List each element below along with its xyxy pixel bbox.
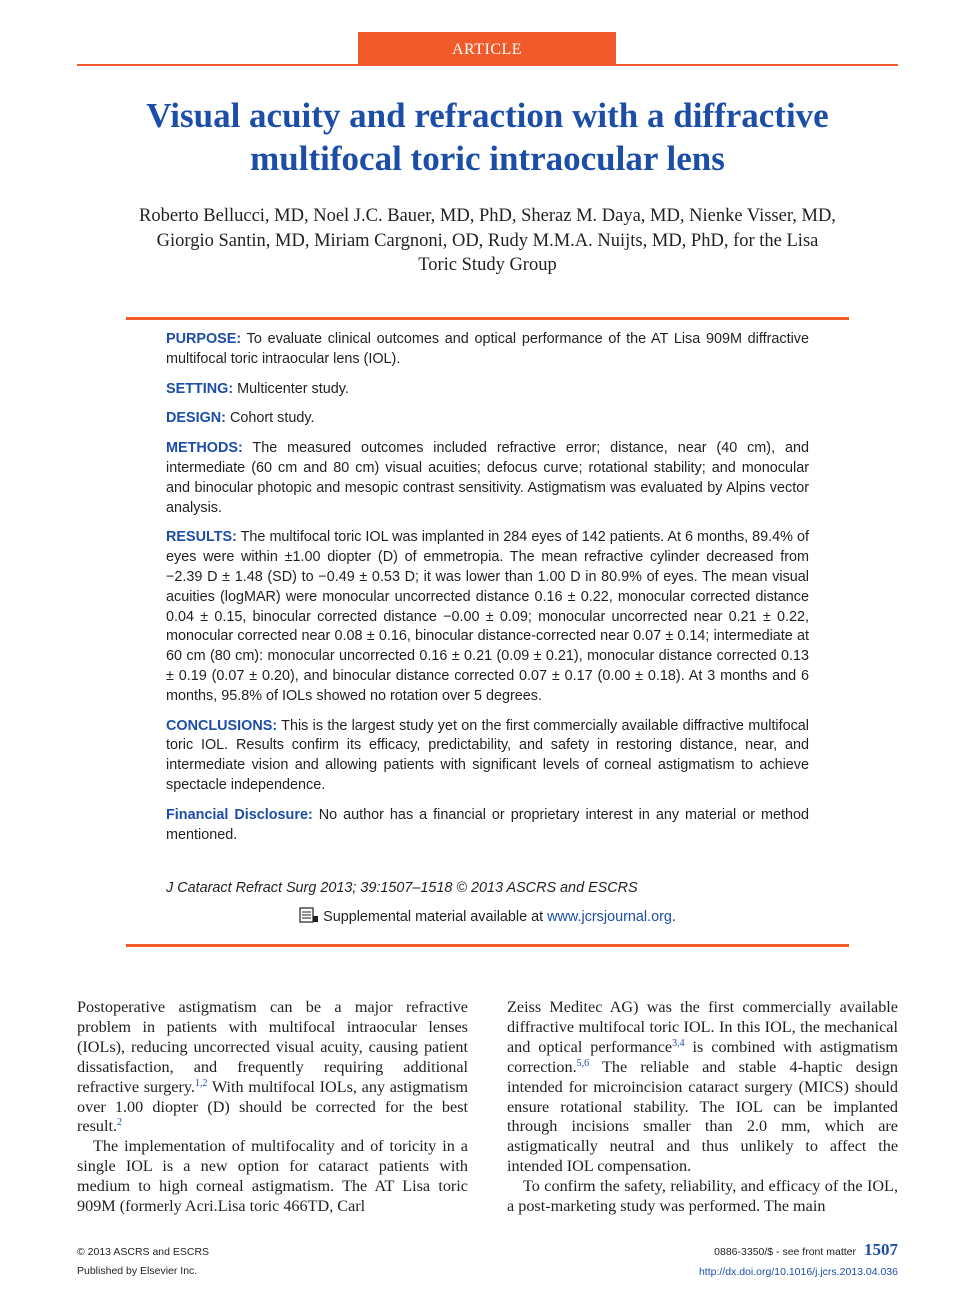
supplemental-note: Supplemental material available at www.jcrsjournal.org. xyxy=(166,907,809,927)
reference-link[interactable]: 2 xyxy=(117,1117,123,1129)
abstract-top-rule xyxy=(126,317,849,320)
footer-left xyxy=(77,1243,377,1281)
article-type-tab: ARTICLE xyxy=(358,32,616,65)
abstract-results xyxy=(166,528,809,706)
abstract-methods xyxy=(166,439,809,518)
authors-line-2: Giorgio Santin, MD, Miriam Cargnoni, OD, Rudy M.M.A. Nuijts, MD, PhD, for the Lisa xyxy=(156,230,819,251)
header-rule xyxy=(77,64,898,66)
page-number: 1507 xyxy=(864,1240,898,1259)
body-column-right xyxy=(507,998,898,1217)
disclosure-text: No author has a financial or proprietary interest in any material or method mentioned. xyxy=(166,806,810,843)
conclusions-text: This is the largest study yet on the first commercially available diffractive multifocal toric IOL. Results confirm its efficacy, predictability, and safety in restoring distance, near, and intermediate vision and allowing patients with significant levels of corneal astigmatism to achieve spectacle independence. xyxy=(166,717,809,793)
results-text: The multifocal toric IOL was implanted in 284 eyes of 142 patients. At 6 months, 89.4% of eyes were within ±1.00 diopter (D) of emmetropia. The mean refractive cylinder decreased from −2.39 D ± 1.48 (SD) to −0.49 ± 0.53 D; it was lower than 1.00 D in 80.9% of eyes. The mean visual acuities (logMAR) were monocular uncorrected distance 0.16 ± 0.22, monocular corrected distance 0.04 ± 0.15, binocular corrected distance −0.00 ± 0.09; monocular uncorrected near 0.21 ± 0.22, monocular corrected near 0.08 ± 0.16, binocular distance-corrected near 0.07 ± 0.14; intermediate at 60 cm (80 cm): monocular uncorrected 0.16 ± 0.21 (0.09 ± 0.21), monocular distance corrected 0.13 ± 0.19 (0.07 ± 0.20), and binocular distance corrected 0.07 ± 0.17 (0.00 ± 0.18). At 3 months and 6 months, 95.8% of IOLs showed no rotation over 5 degrees. xyxy=(166,529,809,704)
body-text: Zeiss Meditec AG) was the first commercially available diffractive multifocal toric IOL. In this IOL, the mechanical and optical performance xyxy=(507,998,898,1056)
results-label: RESULTS: xyxy=(166,529,237,546)
design-label: DESIGN: xyxy=(166,410,226,427)
supplemental-text: Supplemental material available at xyxy=(323,909,544,925)
purpose-label: PURPOSE: xyxy=(166,331,242,347)
purpose-text: To evaluate clinical outcomes and optical performance of the AT Lisa 909M diffractive multifocal toric intraocular lens (IOL). xyxy=(166,331,809,367)
body-text: With multifocal IOLs, any astigmatism over 1.00 diopter (D) should be corrected for the best result. xyxy=(77,1077,468,1136)
abstract xyxy=(166,330,809,855)
reference-link[interactable]: 3,4 xyxy=(672,1037,685,1049)
abstract-setting xyxy=(166,380,809,400)
abstract-disclosure xyxy=(166,806,809,846)
journal-website-link[interactable]: www.jcrsjournal.org xyxy=(547,909,672,925)
body-paragraph: To confirm the safety, reliability, and efficacy of the IOL, a post-marketing study was performed. The main xyxy=(507,1177,898,1216)
setting-text: Multicenter study. xyxy=(237,380,349,397)
footer-right xyxy=(520,1240,898,1282)
journal-citation: J Cataract Refract Surg 2013; 39:1507–1518 © 2013 ASCRS and ESCRS xyxy=(166,880,638,896)
abstract-design xyxy=(166,409,809,429)
doi-link[interactable]: http://dx.doi.org/10.1016/j.jcrs.2013.04.036 xyxy=(698,1266,898,1278)
body-text: The reliable and stable 4-haptic design intended for microincision cataract surgery (MICS) should ensure rotational stability. The IOL can be implanted through incisions smaller than 2.0 mm, which are astigmatically neutral and thus unlikely to affect the intended IOL compensation. xyxy=(507,1057,898,1176)
title-line-1: Visual acuity and refraction with a diffractive xyxy=(146,96,829,135)
body-paragraph xyxy=(507,998,898,1177)
body-paragraph: The implementation of multifocality and of toricity in a single IOL is a new option for cataract patients with medium to high corneal astigmatism. The AT Lisa toric 909M (formerly Acri.Lisa toric 466TD, Carl xyxy=(77,1137,468,1216)
document-icon xyxy=(299,907,319,923)
reference-link[interactable]: 5,6 xyxy=(576,1057,590,1069)
conclusions-label: CONCLUSIONS: xyxy=(166,717,278,734)
abstract-conclusions xyxy=(166,717,809,796)
methods-text: The measured outcomes included refractive error; distance, near (40 cm), and intermediate (60 cm and 80 cm) visual acuities; defocus curve; rotational stability; and monocular and binocular photopic and mesopic contrast sensitivity. Astigmatism was evaluated by Alpins vector analysis. xyxy=(166,440,809,516)
footer-publisher: Published by Elsevier Inc. xyxy=(77,1265,198,1277)
reference-link[interactable]: 1,2 xyxy=(194,1077,208,1089)
body-text: is combined with astigmatism correction. xyxy=(507,1037,898,1076)
body-paragraph xyxy=(77,998,468,1137)
abstract-purpose xyxy=(166,330,809,370)
methods-label: METHODS: xyxy=(166,440,243,457)
footer-issn-line xyxy=(520,1240,898,1262)
authors-line-1: Roberto Bellucci, MD, Noel J.C. Bauer, MD, PhD, Sheraz M. Daya, MD, Nienke Visser, MD, xyxy=(139,206,836,226)
setting-label: SETTING: xyxy=(166,380,234,397)
author-list xyxy=(100,204,875,278)
design-text: Cohort study. xyxy=(229,410,315,427)
body-column-left xyxy=(77,998,468,1217)
body-text: Postoperative astigmatism can be a major refractive problem in patients with multifocal intraocular lenses (IOLs), reducing uncorrected visual acuity, causing patient dissatisfaction, and frequently requiring additional refractive surgery. xyxy=(77,998,468,1096)
article-title xyxy=(77,94,898,180)
abstract-bottom-rule xyxy=(126,944,849,947)
authors-line-3: Toric Study Group xyxy=(418,255,557,275)
disclosure-label: Financial Disclosure: xyxy=(166,806,313,823)
footer-copyright: © 2013 ASCRS and ESCRS xyxy=(77,1246,210,1258)
footer-issn: 0886-3350/$ - see front matter xyxy=(714,1246,856,1258)
title-line-2: multifocal toric intraocular lens xyxy=(250,139,725,178)
